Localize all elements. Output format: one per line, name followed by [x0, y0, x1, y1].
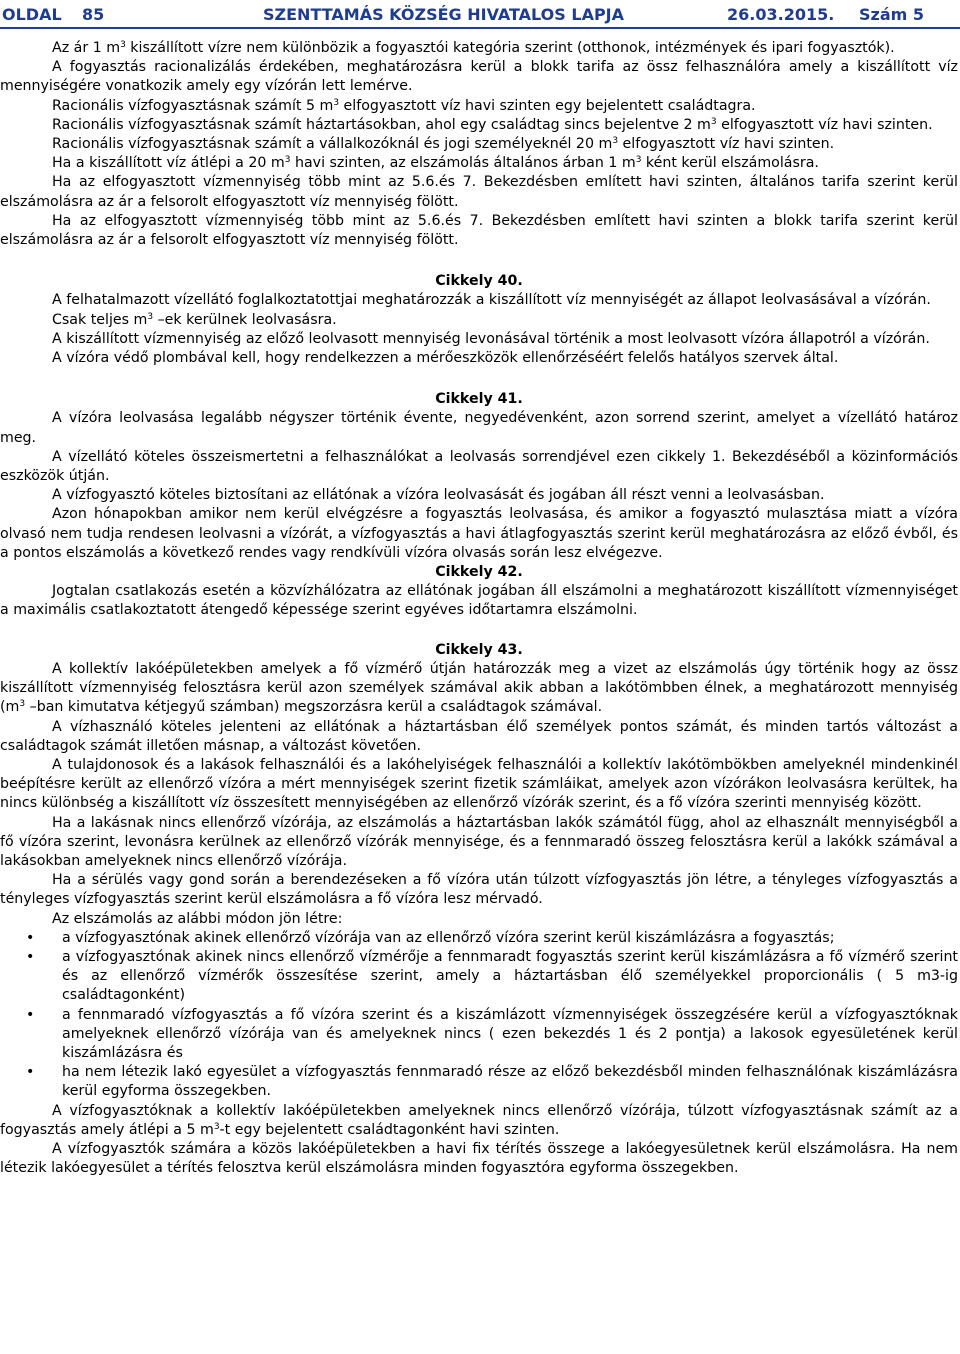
paragraph: Racionális vízfogyasztásnak számít 5 $m^3$ elfogyasztott víz havi szinten egy bejelentett családtagra.: [52, 97, 756, 114]
article-heading: Cikkely 41.: [435, 391, 523, 408]
paragraph: A felhatalmazott vízellátó foglalkoztatottjai meghatározzák a kiszállított víz mennyiségét az állapot leolvasásával a vízórán.: [52, 292, 931, 309]
paragraph: Racionális vízfogyasztásnak számít háztartásokban, ahol egy családtag sincs bejelentve 2 $m^3$ elfogyasztott víz havi szinten.: [52, 116, 933, 133]
paragraph: Ha a kiszállított víz átlépi a 20 $m^3$ havi szinten, az elszámolás általános árban 1 $m^3$ ként kerül elszámolásra.: [52, 155, 819, 172]
document-body: [0, 39, 958, 1178]
spacer: [0, 250, 958, 272]
paragraph: A vízellátó köteles összeismertetni a felhasználókat a leolvasás sorrendjével ezen cikkely 1. Bekezdéséből a közinformációs eszközök útján.: [0, 448, 958, 485]
list-item: • a vízfogyasztónak akinek ellenőrző vízórája van az ellenőrző vízóra szerint kerül kiszámlázásra a fogyasztás;: [0, 929, 958, 948]
article-heading: Cikkely 42.: [435, 564, 523, 581]
paragraph: A vízfogyasztó köteles biztosítani az ellátónak a vízóra leolvasását és jogában áll részt venni a leolvasásban.: [52, 487, 825, 504]
paragraph: A kiszállított vízmennyiség az előző leolvasott mennyiség levonásával történik a most leolvasott vízóra állapotról a vízórán.: [52, 330, 930, 347]
bullet-icon: •: [26, 1006, 35, 1023]
issue-number: Szám 5: [859, 5, 925, 24]
paragraph: Csak teljes $m^3$ –ek kerülnek leolvasásra.: [52, 311, 337, 328]
paragraph: A vízóra védő plombával kell, hogy rendelkezzen a mérőeszközök ellenőrzéséért felelős hatályos szervek által.: [52, 350, 839, 367]
paragraph: Ha a sérülés vagy gond során a berendezéseken a fő vízóra után túlzott vízfogyasztás jön létre, a tényleges vízfogyasztás a tényleges vízfogyasztás szerint kerül elszámolásra a fő vízóra lesz mérvadó.: [0, 872, 958, 908]
paragraph: A vízóra leolvasása legalább négyszer történik évente, negyedévenként, azon sorrend szerint, amelyet a vízellátó határoz meg.: [0, 410, 958, 446]
paragraph: Az ár 1 $m^3$ kiszállított vízre nem különbözik a fogyasztói kategória szerint (otthonok, intézmények és ipari fogyasztók).: [52, 40, 895, 56]
page-number: 85: [82, 5, 105, 24]
article-heading: Cikkely 43.: [435, 641, 523, 658]
header-rule: [0, 27, 960, 29]
spacer: [0, 621, 958, 641]
paragraph: Ha az elfogyasztott vízmennyiség több mint az 5.6.és 7. Bekezdésben említett havi szinten, általános tarifa szerint kerül elszámolásra az ár a felsorolt elfogyasztott víz mennyiség fölött.: [0, 174, 958, 210]
paragraph: Azon hónapokban amikor nem kerül elvégzésre a fogyasztás leolvasása, és amikor a fogyasztó mulasztása miatt a vízóra olvasó nem tudja rendesen leolvasni a vízórát, a vízfogyasztás a havi átlagfogyasztás szerint kerül meghatározásra az előző évből, és a pontos elszámolás a következő rendes vagy rendkívüli vízóra olvasás során lesz elvégezve.: [0, 506, 958, 561]
list-item: • a vízfogyasztónak akinek nincs ellenőrző vízmérője a fennmaradt fogyasztás szerint kerül kiszámlázásra a fő vízmérő szerint és az ellenőrző vízmérők összesítése szerint, amely a háztartásban élő személyekkel proporcionális ( 5 m3-ig családtagonként): [26, 948, 958, 1004]
bullet-icon: •: [26, 1064, 35, 1081]
paragraph: Racionális vízfogyasztásnak számít a vállalkozóknál és jogi személyeknél 20 $m^3$ elfogyasztott víz havi szinten.: [52, 136, 835, 153]
list-item: • a fennmaradó vízfogyasztás a fő vízóra szerint és a kiszámlázott vízmennyiségek összegzésére kerül a vízfogyasztóknak amelyeknek ellenőrző vízórája van és amelyeknek nincs ( ezen bekezdés 1 és 2 pontja) a lakosok egyesületének kerül kiszámlázásra és: [26, 1006, 958, 1061]
paragraph: Ha a lakásnak nincs ellenőrző vízórája, az elszámolás a háztartásban lakók számától függ, ahol az elhasznált mennyiségből a fő vízóra szerint, levonásra kerülnek az ellenőrző vízórák mennyisége, és a fennmaradó összeg felosztásra kerül a lakókk számával a lakásokban amelyeknek nincs ellenőrző vízórája.: [0, 814, 958, 869]
paragraph: Ha az elfogyasztott vízmennyiség több mint az 5.6.és 7. Bekezdésben említett havi szinten a blokk tarifa szerint kerül elszámolásra az ár a felsorolt elfogyasztott víz mennyiség fölött.: [0, 212, 958, 249]
publication-title: SZENTTAMÁS KÖZSÉG HIVATALOS LAPJA: [263, 5, 625, 24]
paragraph: A tulajdonosok és a lakások felhasználói és a lakóhelyiségek felhasználói a kollektív lakótömbökben amelyeknél mindenkinél beépítésre került az ellenőrző vízóra a mért mennyiségek szerint fizetik számláikat, amelyek azon vízórákon leolvasásra kerültek, ha nincs különbség a kiszállított víz összesített mennyiségében az ellenőrző vízórák szerint, és a fő vízóra szerinti mennyiség között.: [0, 756, 958, 812]
paragraph: Az elszámolás az alábbi módon jön létre:: [52, 910, 343, 927]
bullet-icon: •: [26, 929, 35, 946]
page-header: [0, 3, 960, 27]
paragraph: A vízfogyasztók számára a közös lakóépületekben a havi fix térítés összege a lakóegyesületnek kerül elszámolásra. Ha nem létezik lakóegyesület a térítés felosztva kerül elszámolásra minden fogyasztóra egyforma összegekben.: [0, 1140, 958, 1177]
page-label: OLDAL: [2, 5, 62, 24]
spacer: [0, 368, 958, 390]
issue-date: 26.03.2015.: [727, 5, 835, 24]
paragraph: Jogtalan csatlakozás esetén a közvízhálózatra az ellátónak jogában áll elszámolni a meghatározott kiszállított vízmennyiséget a maximális csatlakoztatott átengedő képessége szerint egyéves időtartamra elszámolni.: [0, 583, 958, 619]
paragraph: A kollektív lakóépületekben amelyek a fő vízmérő útján határozzák meg a vizet az elszámolás úgy történik hogy az össz kiszállított vízmennyiség felosztásra kerül azon személyek számával akik abban a lakótömbben élnek, a meghatározott mennyiség ($m^3$ –ban kimutatva kétjegyű számban) megszorzásra kerül a családtagok számával.: [0, 660, 958, 716]
paragraph: A vízfogyasztóknak a kollektív lakóépületekben amelyeknek nincs ellenőrző vízórája, túlzott vízfogyasztásnak számít az a fogyasztás amely átlépi a 5 $m^3-t$ egy bejelentett családtagonként havi szinten.: [0, 1102, 958, 1138]
paragraph: A fogyasztás racionalizálás érdekében, meghatározásra kerül a blokk tarifa az össz felhasználóra amely a kiszállított víz mennyiségére vonatkozik amely egy vízórán lett lemérve.: [0, 59, 958, 95]
article-heading: Cikkely 40.: [435, 273, 523, 290]
bullet-icon: •: [26, 948, 35, 965]
paragraph: A vízhasználó köteles jelenteni az ellátónak a háztartásban élő személyek pontos számát, és minden tartós változást a családtagok számát illetően másnap, a változást követően.: [0, 718, 958, 754]
list-item: • ha nem létezik lakó egyesület a vízfogyasztás fennmaradó része az előző bekezdésből minden felhasználónak kiszámlázásra kerül egyforma összegekben.: [26, 1064, 958, 1100]
bullet-list: [0, 929, 958, 1102]
